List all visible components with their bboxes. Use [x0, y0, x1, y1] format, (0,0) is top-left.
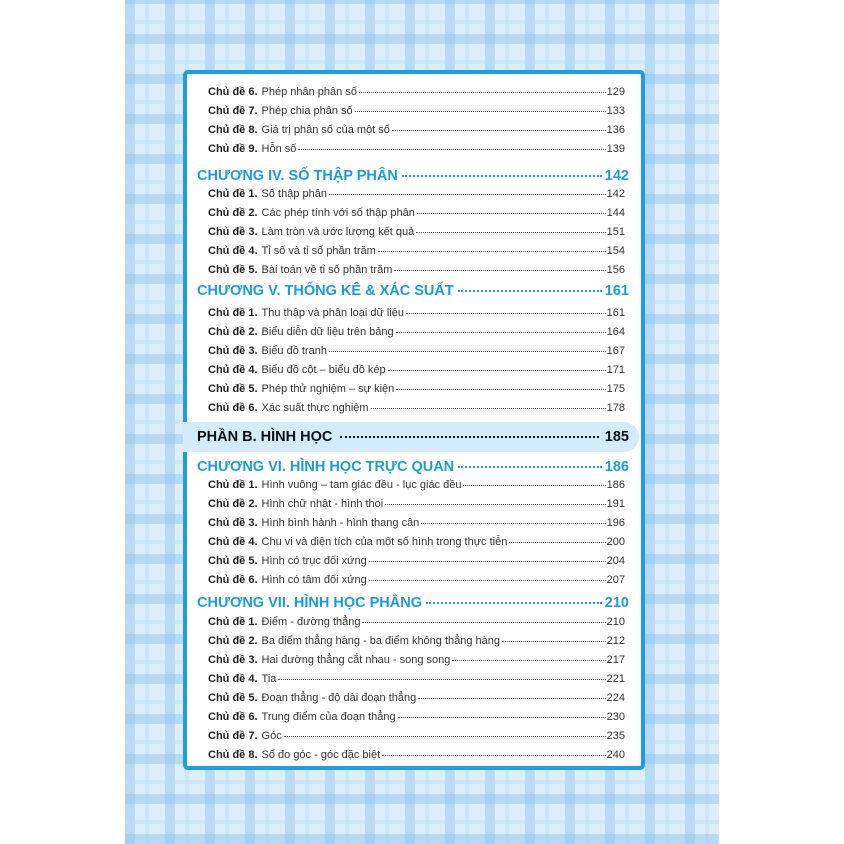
entry-page: 151 — [606, 226, 625, 238]
entry-page: 156 — [606, 264, 625, 276]
entry-label: Chủ đề 2. — [208, 498, 258, 510]
entry-page: 240 — [606, 749, 625, 761]
toc-entry[interactable] — [208, 730, 625, 742]
entry-title: Hình bình hành - hình thang cân — [261, 517, 420, 529]
entry-label: Chủ đề 4. — [208, 536, 258, 548]
entry-title: Biểu đồ tranh — [261, 345, 327, 357]
dot-leader — [359, 92, 606, 93]
entry-page: 144 — [606, 207, 625, 219]
entry-label: Chủ đề 7. — [208, 105, 258, 117]
chapter-heading[interactable] — [197, 168, 629, 184]
part-title: PHẦN B. HÌNH HỌC — [197, 429, 333, 445]
chapter-title: CHƯƠNG VII. HÌNH HỌC PHẲNG — [197, 595, 422, 611]
dot-leader — [398, 717, 606, 718]
entry-label: Chủ đề 1. — [208, 307, 258, 319]
entry-label: Chủ đề 5. — [208, 692, 258, 704]
entry-label: Chủ đề 6. — [208, 402, 258, 414]
dot-leader — [416, 232, 605, 233]
toc-entry[interactable] — [208, 555, 625, 567]
entry-label: Chủ đề 3. — [208, 345, 258, 357]
toc-entry[interactable] — [208, 188, 625, 200]
entry-title: Làm tròn và ước lượng kết quả — [261, 226, 415, 238]
entry-label: Chủ đề 8. — [208, 124, 258, 136]
dot-leader — [396, 389, 605, 390]
entry-title: Phép thử nghiệm – sự kiện — [261, 383, 395, 395]
entry-page: 142 — [606, 188, 625, 200]
entry-label: Chủ đề 2. — [208, 207, 258, 219]
dot-leader — [509, 542, 605, 543]
entry-title: Thu thập và phân loại dữ liệu — [261, 307, 405, 319]
dot-leader — [278, 679, 605, 680]
toc-entry[interactable] — [208, 245, 625, 257]
part-page: 185 — [604, 429, 629, 445]
entry-label: Chủ đề 3. — [208, 517, 258, 529]
toc-entry[interactable] — [208, 402, 625, 414]
chapter-page: 186 — [604, 459, 629, 475]
entry-title: Giá trị phân số của một số — [261, 124, 390, 136]
toc-entry[interactable] — [208, 86, 625, 98]
toc-entry[interactable] — [208, 105, 625, 117]
chapter-heading[interactable] — [197, 459, 629, 475]
entry-label: Chủ đề 6. — [208, 86, 258, 98]
entry-title: Các phép tính với số thập phân — [261, 207, 415, 219]
dot-leader — [362, 622, 605, 623]
entry-label: Chủ đề 5. — [208, 555, 258, 567]
entry-page: 161 — [606, 307, 625, 319]
chapter-title: CHƯƠNG VI. HÌNH HỌC TRỰC QUAN — [197, 459, 455, 475]
entry-page: 167 — [606, 345, 625, 357]
entry-label: Chủ đề 3. — [208, 226, 258, 238]
entry-title: Phép nhân phân số — [261, 86, 357, 98]
entry-page: 235 — [606, 730, 625, 742]
entry-label: Chủ đề 1. — [208, 616, 258, 628]
entry-label: Chủ đề 6. — [208, 574, 258, 586]
dot-leader — [458, 290, 602, 292]
dot-leader — [378, 251, 606, 252]
chapter-title: CHƯƠNG IV. SỐ THẬP PHÂN — [197, 168, 398, 184]
chapter-page: 161 — [604, 283, 629, 299]
toc-entry[interactable] — [208, 517, 625, 529]
dot-leader — [369, 561, 606, 562]
dot-leader — [329, 194, 606, 195]
toc-entry[interactable] — [208, 143, 625, 155]
entry-page: 200 — [606, 536, 625, 548]
toc-entry[interactable] — [208, 345, 625, 357]
toc-entry[interactable] — [208, 264, 625, 276]
toc-entry[interactable] — [208, 635, 625, 647]
entry-page: 175 — [606, 383, 625, 395]
entry-page: 136 — [606, 124, 625, 136]
toc-entry[interactable] — [208, 616, 625, 628]
entry-page: 221 — [606, 673, 625, 685]
entry-page: 178 — [606, 402, 625, 414]
entry-page: 164 — [606, 326, 625, 338]
chapter-page: 142 — [604, 168, 629, 184]
entry-label: Chủ đề 2. — [208, 635, 258, 647]
table-of-contents-card — [183, 70, 645, 770]
toc-entry[interactable] — [208, 307, 625, 319]
entry-title: Tia — [261, 673, 277, 685]
toc-entry[interactable] — [208, 711, 625, 723]
entry-label: Chủ đề 2. — [208, 326, 258, 338]
entry-page: 230 — [606, 711, 625, 723]
dot-leader — [388, 370, 606, 371]
toc-entry[interactable] — [208, 207, 625, 219]
dot-leader — [417, 213, 606, 214]
entry-label: Chủ đề 4. — [208, 245, 258, 257]
entry-title: Hai đường thẳng cắt nhau - song song — [261, 654, 451, 666]
chapter-page: 210 — [604, 595, 629, 611]
entry-title: Xác suất thực nghiệm — [261, 402, 369, 414]
entry-page: 129 — [606, 86, 625, 98]
entry-title: Hình có tâm đối xứng — [261, 574, 367, 586]
part-heading[interactable] — [197, 429, 629, 445]
entry-title: Trung điểm của đoạn thẳng — [261, 711, 396, 723]
toc-entry[interactable] — [208, 692, 625, 704]
entry-title: Chu vi và diện tích của một số hình trong thực tiễn — [261, 536, 508, 548]
dot-leader — [502, 641, 606, 642]
dot-leader — [385, 504, 605, 505]
dot-leader — [458, 466, 602, 468]
entry-label: Chủ đề 1. — [208, 479, 258, 491]
dot-leader — [406, 313, 606, 314]
entry-title: Bài toán về tỉ số phần trăm — [261, 264, 393, 276]
entry-title: Biểu diễn dữ liệu trên bảng — [261, 326, 394, 338]
entry-label: Chủ đề 1. — [208, 188, 258, 200]
entry-title: Đoạn thẳng - độ dài đoạn thẳng — [261, 692, 417, 704]
dot-leader — [426, 602, 602, 604]
entry-title: Phép chia phân số — [261, 105, 353, 117]
toc-entry[interactable] — [208, 654, 625, 666]
dot-leader — [452, 660, 605, 661]
entry-title: Hỗn số — [261, 143, 297, 155]
entry-label: Chủ đề 4. — [208, 364, 258, 376]
dot-leader — [369, 580, 606, 581]
toc-entry[interactable] — [208, 574, 625, 586]
entry-page: 204 — [606, 555, 625, 567]
toc-entry[interactable] — [208, 479, 625, 491]
entry-title: Tỉ số và tỉ số phần trăm — [261, 245, 376, 257]
entry-title: Điểm - đường thẳng — [261, 616, 361, 628]
toc-entry[interactable] — [208, 226, 625, 238]
dot-leader — [396, 332, 606, 333]
entry-page: 217 — [606, 654, 625, 666]
dot-leader — [463, 485, 605, 486]
toc-entry[interactable] — [208, 383, 625, 395]
dot-leader — [355, 111, 606, 112]
dot-leader — [402, 175, 602, 177]
toc-entry[interactable] — [208, 749, 625, 761]
entry-title: Số đo góc - góc đặc biệt — [261, 749, 381, 761]
dot-leader — [371, 408, 606, 409]
toc-entry[interactable] — [208, 536, 625, 548]
entry-title: Hình vuông – tam giác đều - lục giác đều — [261, 479, 462, 491]
entry-title: Biểu đồ cột – biểu đồ kép — [261, 364, 386, 376]
entry-page: 191 — [606, 498, 625, 510]
entry-page: 207 — [606, 574, 625, 586]
dot-leader — [284, 736, 606, 737]
chapter-heading[interactable] — [197, 283, 629, 299]
entry-page: 171 — [606, 364, 625, 376]
entry-title: Góc — [261, 730, 282, 742]
dot-leader — [418, 698, 605, 699]
entry-page: 210 — [606, 616, 625, 628]
dot-leader — [394, 270, 605, 271]
toc-entry[interactable] — [208, 498, 625, 510]
dot-leader — [298, 149, 605, 150]
chapter-title: CHƯƠNG V. THỐNG KÊ & XÁC SUẤT — [197, 283, 454, 299]
entry-page: 212 — [606, 635, 625, 647]
entry-label: Chủ đề 8. — [208, 749, 258, 761]
dot-leader — [392, 130, 606, 131]
entry-page: 186 — [606, 479, 625, 491]
chapter-heading[interactable] — [197, 595, 629, 611]
entry-page: 224 — [606, 692, 625, 704]
entry-label: Chủ đề 7. — [208, 730, 258, 742]
entry-title: Ba điểm thẳng hàng - ba điểm không thẳng hàng — [261, 635, 501, 647]
entry-label: Chủ đề 3. — [208, 654, 258, 666]
table-of-contents — [187, 74, 641, 766]
entry-page: 133 — [606, 105, 625, 117]
dot-leader — [421, 523, 605, 524]
toc-entry[interactable] — [208, 124, 625, 136]
entry-label: Chủ đề 4. — [208, 673, 258, 685]
entry-label: Chủ đề 5. — [208, 383, 258, 395]
entry-title: Hình chữ nhật - hình thoi — [261, 498, 384, 510]
dot-leader — [382, 755, 605, 756]
entry-label: Chủ đề 6. — [208, 711, 258, 723]
entry-page: 154 — [606, 245, 625, 257]
dot-leader — [329, 351, 606, 352]
dot-leader — [340, 436, 598, 438]
entry-page: 139 — [606, 143, 625, 155]
entry-page: 196 — [606, 517, 625, 529]
toc-entry[interactable] — [208, 364, 625, 376]
entry-label: Chủ đề 9. — [208, 143, 258, 155]
entry-title: Hình có trục đối xứng — [261, 555, 367, 567]
toc-entry[interactable] — [208, 326, 625, 338]
entry-label: Chủ đề 5. — [208, 264, 258, 276]
entry-title: Số thập phân — [261, 188, 327, 200]
toc-entry[interactable] — [208, 673, 625, 685]
